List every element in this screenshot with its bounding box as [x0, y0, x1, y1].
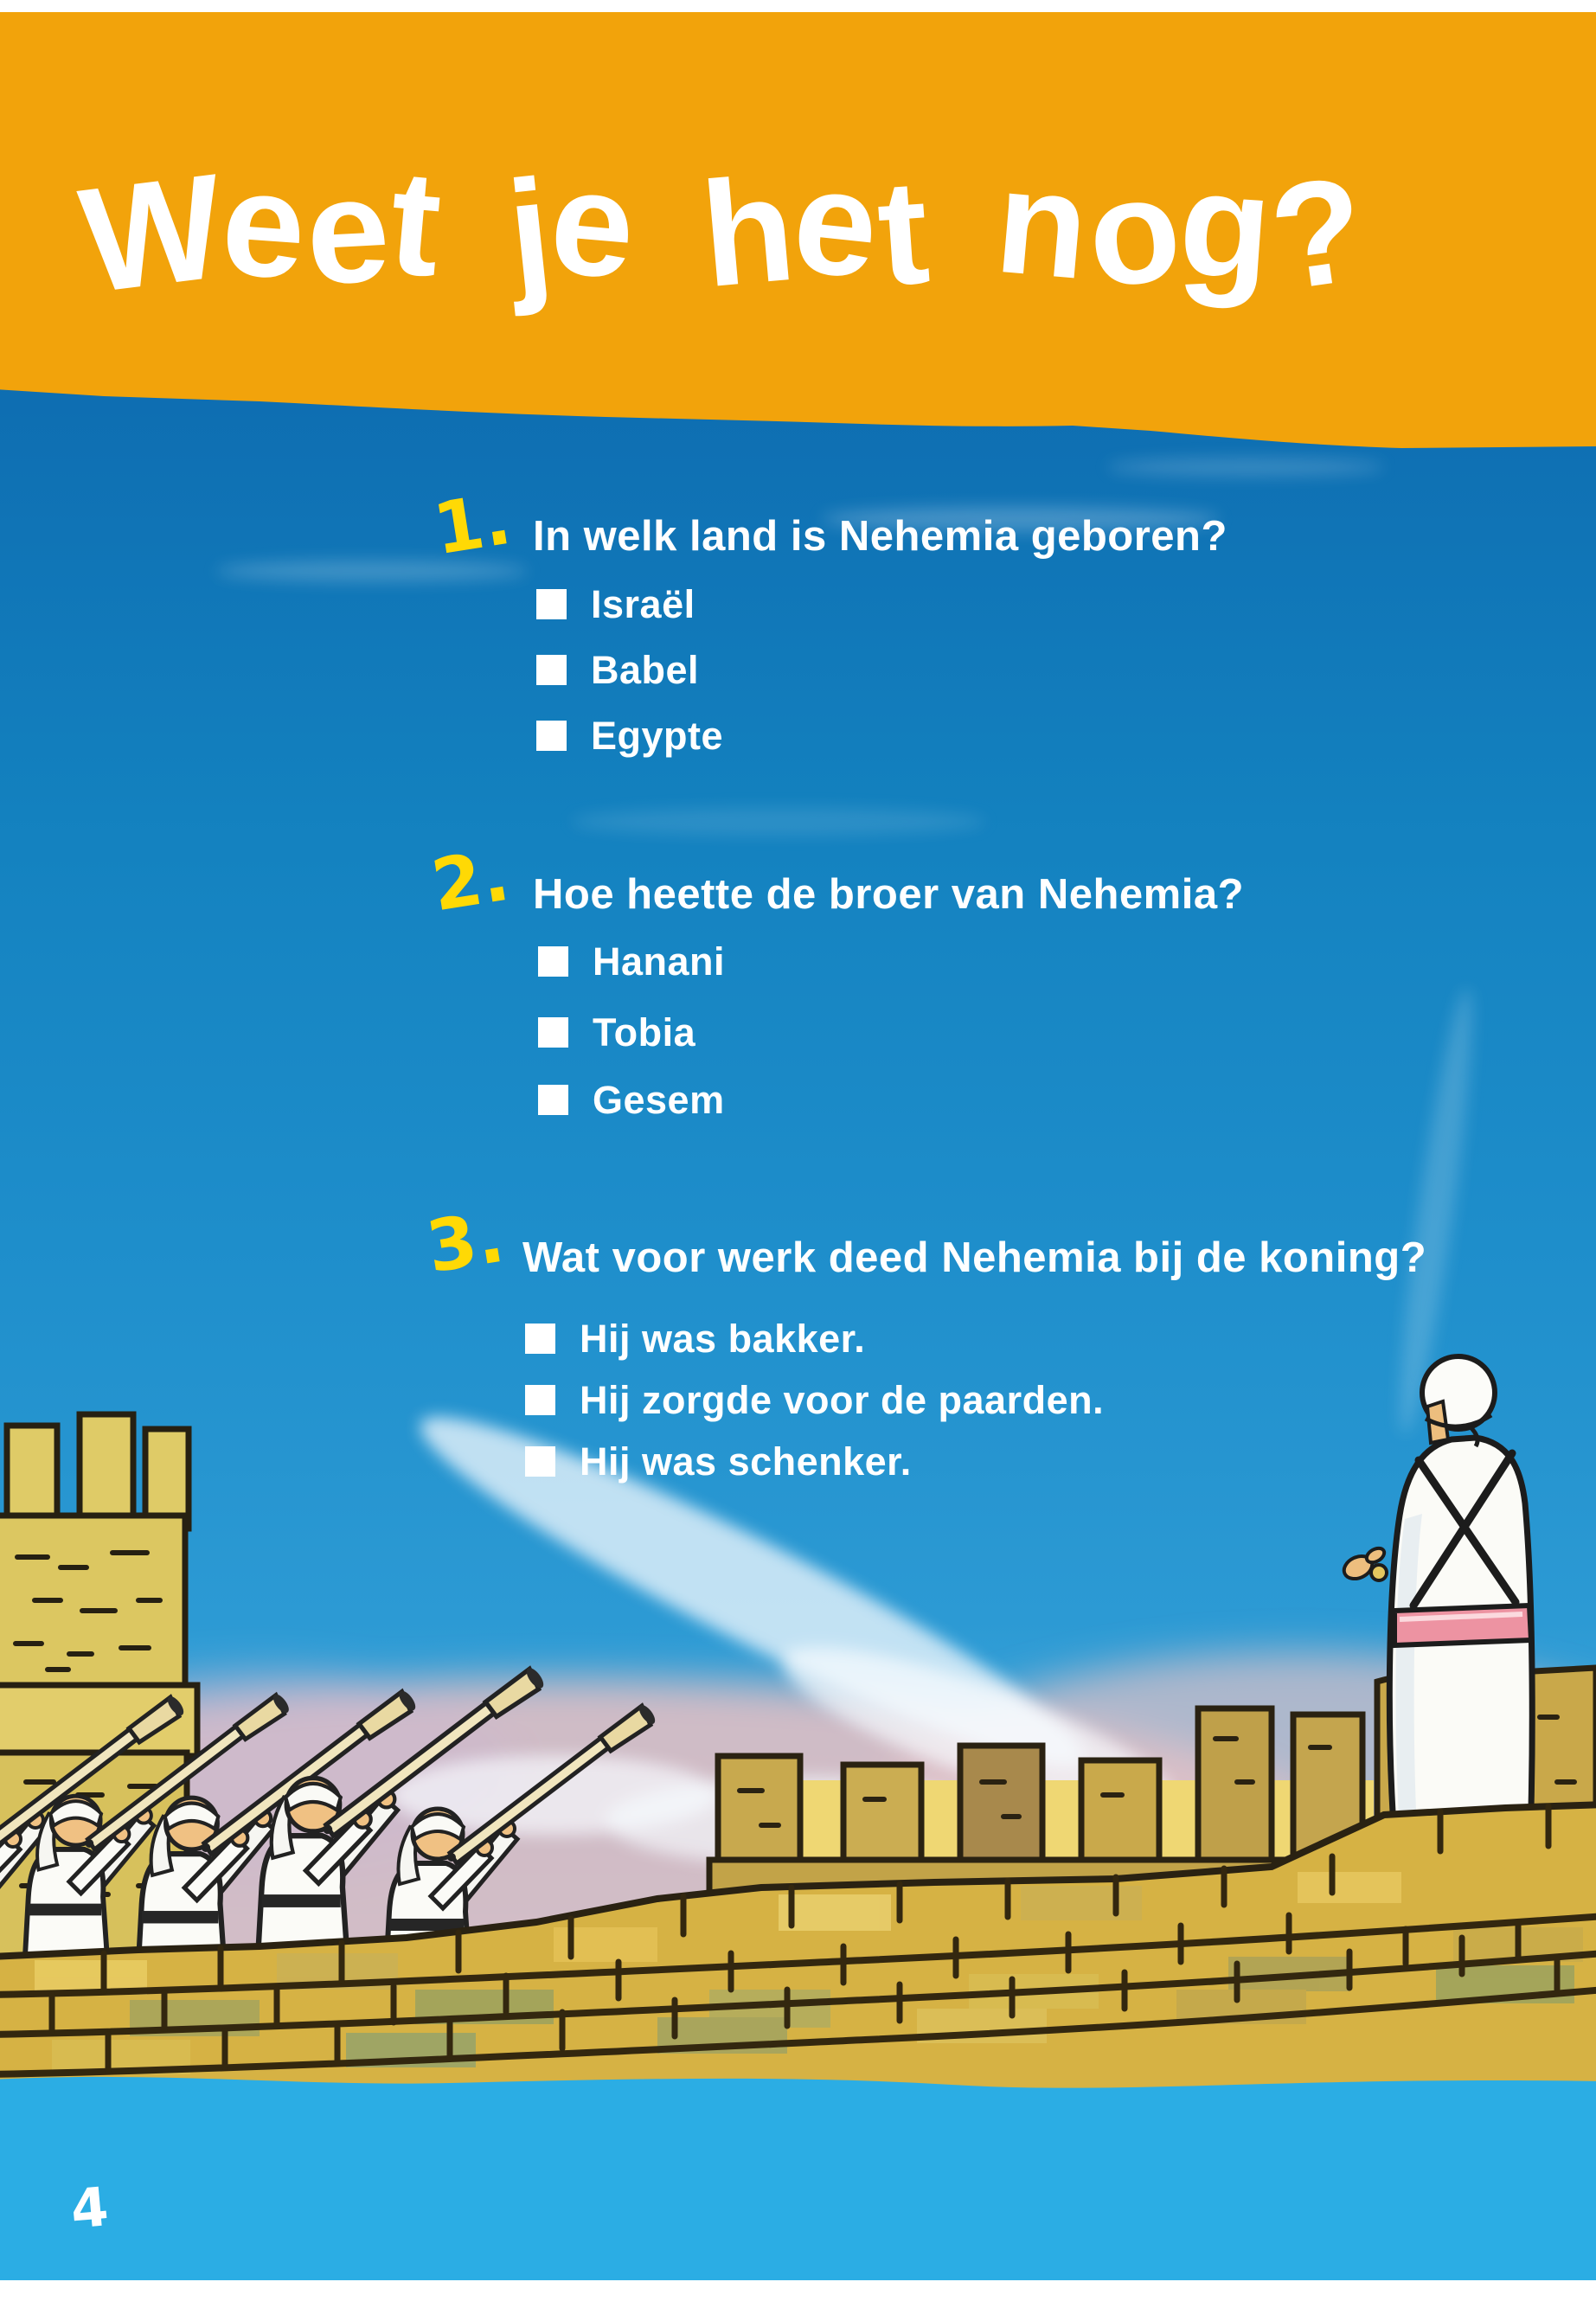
option-label: Hij was schenker. — [580, 1439, 912, 1484]
option-row — [525, 1377, 1105, 1422]
option-label: Egypte — [591, 713, 724, 758]
top-margin — [0, 0, 1596, 14]
question-1-text: In welk land is Nehemia geboren? — [533, 513, 1227, 560]
question-1-number: 1. — [428, 478, 517, 572]
option-label: Hij zorgde voor de paarden. — [580, 1377, 1105, 1422]
option-label: Babel — [591, 647, 700, 692]
option-label: Gesem — [593, 1077, 725, 1122]
option-row — [536, 581, 695, 626]
question-3-number: 3. — [421, 1195, 510, 1290]
option-row — [538, 939, 726, 984]
page-number: 4 — [67, 2175, 112, 2241]
option-checkbox[interactable] — [536, 655, 567, 685]
option-checkbox[interactable] — [525, 1385, 555, 1415]
question-2-number: 2. — [426, 834, 516, 928]
option-checkbox[interactable] — [538, 1085, 568, 1115]
option-row — [525, 1439, 912, 1484]
option-row — [536, 647, 700, 692]
option-label: Tobia — [593, 1009, 696, 1054]
option-label: Israël — [591, 581, 695, 626]
option-checkbox[interactable] — [538, 946, 568, 977]
option-checkbox[interactable] — [525, 1446, 555, 1477]
question-2-text: Hoe heette de broer van Nehemia? — [533, 871, 1245, 918]
option-label: Hanani — [593, 939, 726, 984]
option-checkbox[interactable] — [536, 721, 567, 751]
option-checkbox[interactable] — [536, 589, 567, 619]
question-3-text: Wat voor werk deed Nehemia bij de koning? — [522, 1234, 1427, 1281]
bottom-margin — [0, 2280, 1596, 2301]
option-label: Hij was bakker. — [580, 1316, 866, 1361]
option-checkbox[interactable] — [538, 1017, 568, 1048]
page-title: Weet je het nog? — [72, 136, 1375, 325]
option-checkbox[interactable] — [525, 1324, 555, 1354]
option-row — [538, 1077, 725, 1122]
option-row — [525, 1316, 866, 1361]
footer-band — [0, 2077, 1596, 2282]
option-row — [536, 713, 724, 758]
option-row — [538, 1009, 696, 1054]
